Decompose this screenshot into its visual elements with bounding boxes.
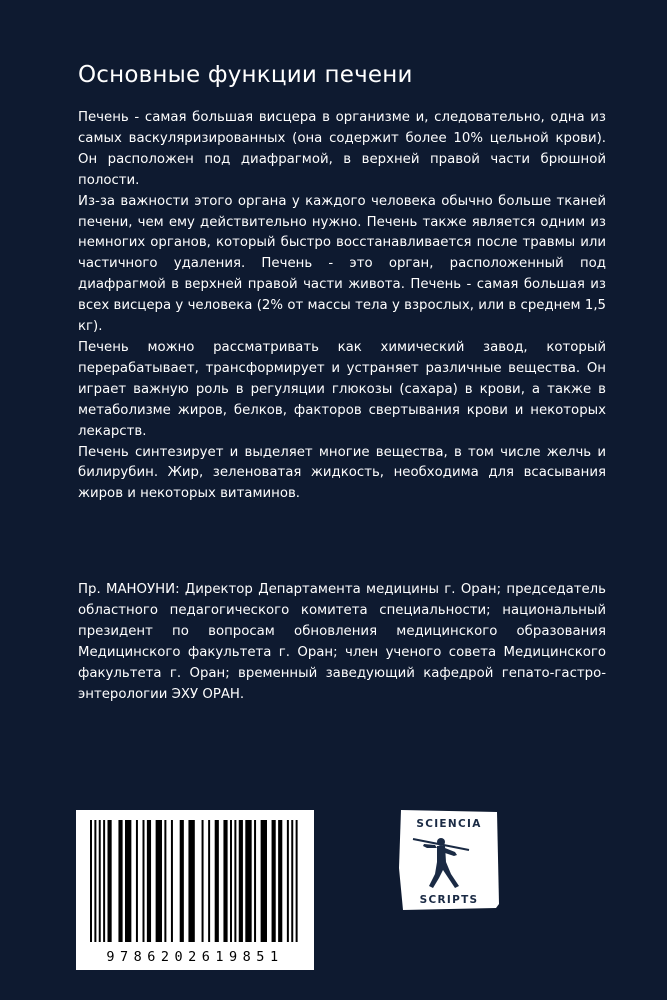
barcode-bar bbox=[118, 820, 122, 942]
barcode-bar bbox=[94, 820, 96, 942]
barcode-bar bbox=[90, 820, 92, 942]
barcode-bar bbox=[180, 820, 184, 942]
barcode-bar bbox=[171, 820, 173, 942]
paragraph-2: Из-за важности этого органа у каждого человека обычно больше тканей печени, чем ему действительно нужно. Печень также является одним из немногих органов, который быстро восстанавливается после травмы или частичного удаления. Печень - это орган, расположенный под диафрагмой в верхней правой части живота. Печень - самая большая из всех висцера у человека (2% от массы тела у взрослых, или в среднем 1,5 кг). bbox=[78, 193, 606, 335]
barcode-bar bbox=[291, 820, 293, 942]
barcode-bar bbox=[296, 820, 298, 942]
publisher-name-top: SCIENCIA bbox=[416, 818, 482, 830]
publisher-name-bottom: SCRIPTS bbox=[419, 894, 479, 906]
barcode-bar bbox=[164, 820, 166, 942]
barcode-bar bbox=[156, 820, 162, 942]
barcode-bar bbox=[261, 820, 267, 942]
barcode-bar bbox=[254, 820, 256, 942]
barcode-bar bbox=[278, 820, 282, 942]
barcode-bar bbox=[208, 820, 210, 942]
paragraph-3: Печень можно рассматривать как химический завод, который перерабатывает, трансформирует и устраняет различные вещества. Он играет важную роль в регуляции глюкозы (сахара) в крови, а также в метаболизме жиров, белков, факторов свертывания крови и некоторых лекарств. bbox=[78, 339, 606, 439]
barcode-bar bbox=[103, 820, 105, 942]
publisher-logo bbox=[399, 808, 499, 912]
barcode-bar bbox=[234, 820, 236, 942]
barcode bbox=[76, 810, 314, 970]
barcode-bar bbox=[272, 820, 276, 942]
barcode-bar bbox=[125, 820, 131, 942]
barcode-bar bbox=[230, 820, 232, 942]
barcode-bar bbox=[147, 820, 151, 942]
description-text bbox=[78, 108, 606, 505]
author-bio: Пр. МАНОУНИ: Директор Департамента медицины г. Оран; председатель областного педагогического комитета специальности; национальный президент по вопросам обновления медицинского образования Медицинского факультета г. Оран; член ученого совета Медицинского факультета г. Оран; временный заведующий кафедрой гепато-гастро-энтерологии ЭХУ ОРАН. bbox=[78, 582, 606, 702]
barcode-bar bbox=[245, 820, 251, 942]
paragraph-1: Печень - самая большая висцера в организме и, следовательно, одна из самых васкуляризированных (она содержит более 10% цельной крови). Он расположен под диафрагмой, в верхней правой части брюшной полости. bbox=[78, 110, 606, 188]
paragraph-4: Печень синтезирует и выделяет многие вещества, в том числе желчь и билирубин. Жир, зеленоватая жидкость, необходима для всасывания жиров и некоторых витаминов. bbox=[78, 444, 606, 502]
barcode-bar bbox=[143, 820, 145, 942]
barcode-bar bbox=[215, 820, 219, 942]
barcode-icon bbox=[84, 818, 306, 946]
isbn-number: 9786202619851 bbox=[106, 949, 284, 965]
barcode-bar bbox=[223, 820, 227, 942]
barcode-bar bbox=[108, 820, 112, 942]
barcode-bar bbox=[188, 820, 194, 942]
page-title: Основные функции печени bbox=[78, 62, 413, 88]
barcode-bar bbox=[136, 820, 138, 942]
barcode-bar bbox=[287, 820, 289, 942]
barcode-bar bbox=[99, 820, 101, 942]
barcode-bar bbox=[202, 820, 204, 942]
barcode-bar bbox=[239, 820, 243, 942]
